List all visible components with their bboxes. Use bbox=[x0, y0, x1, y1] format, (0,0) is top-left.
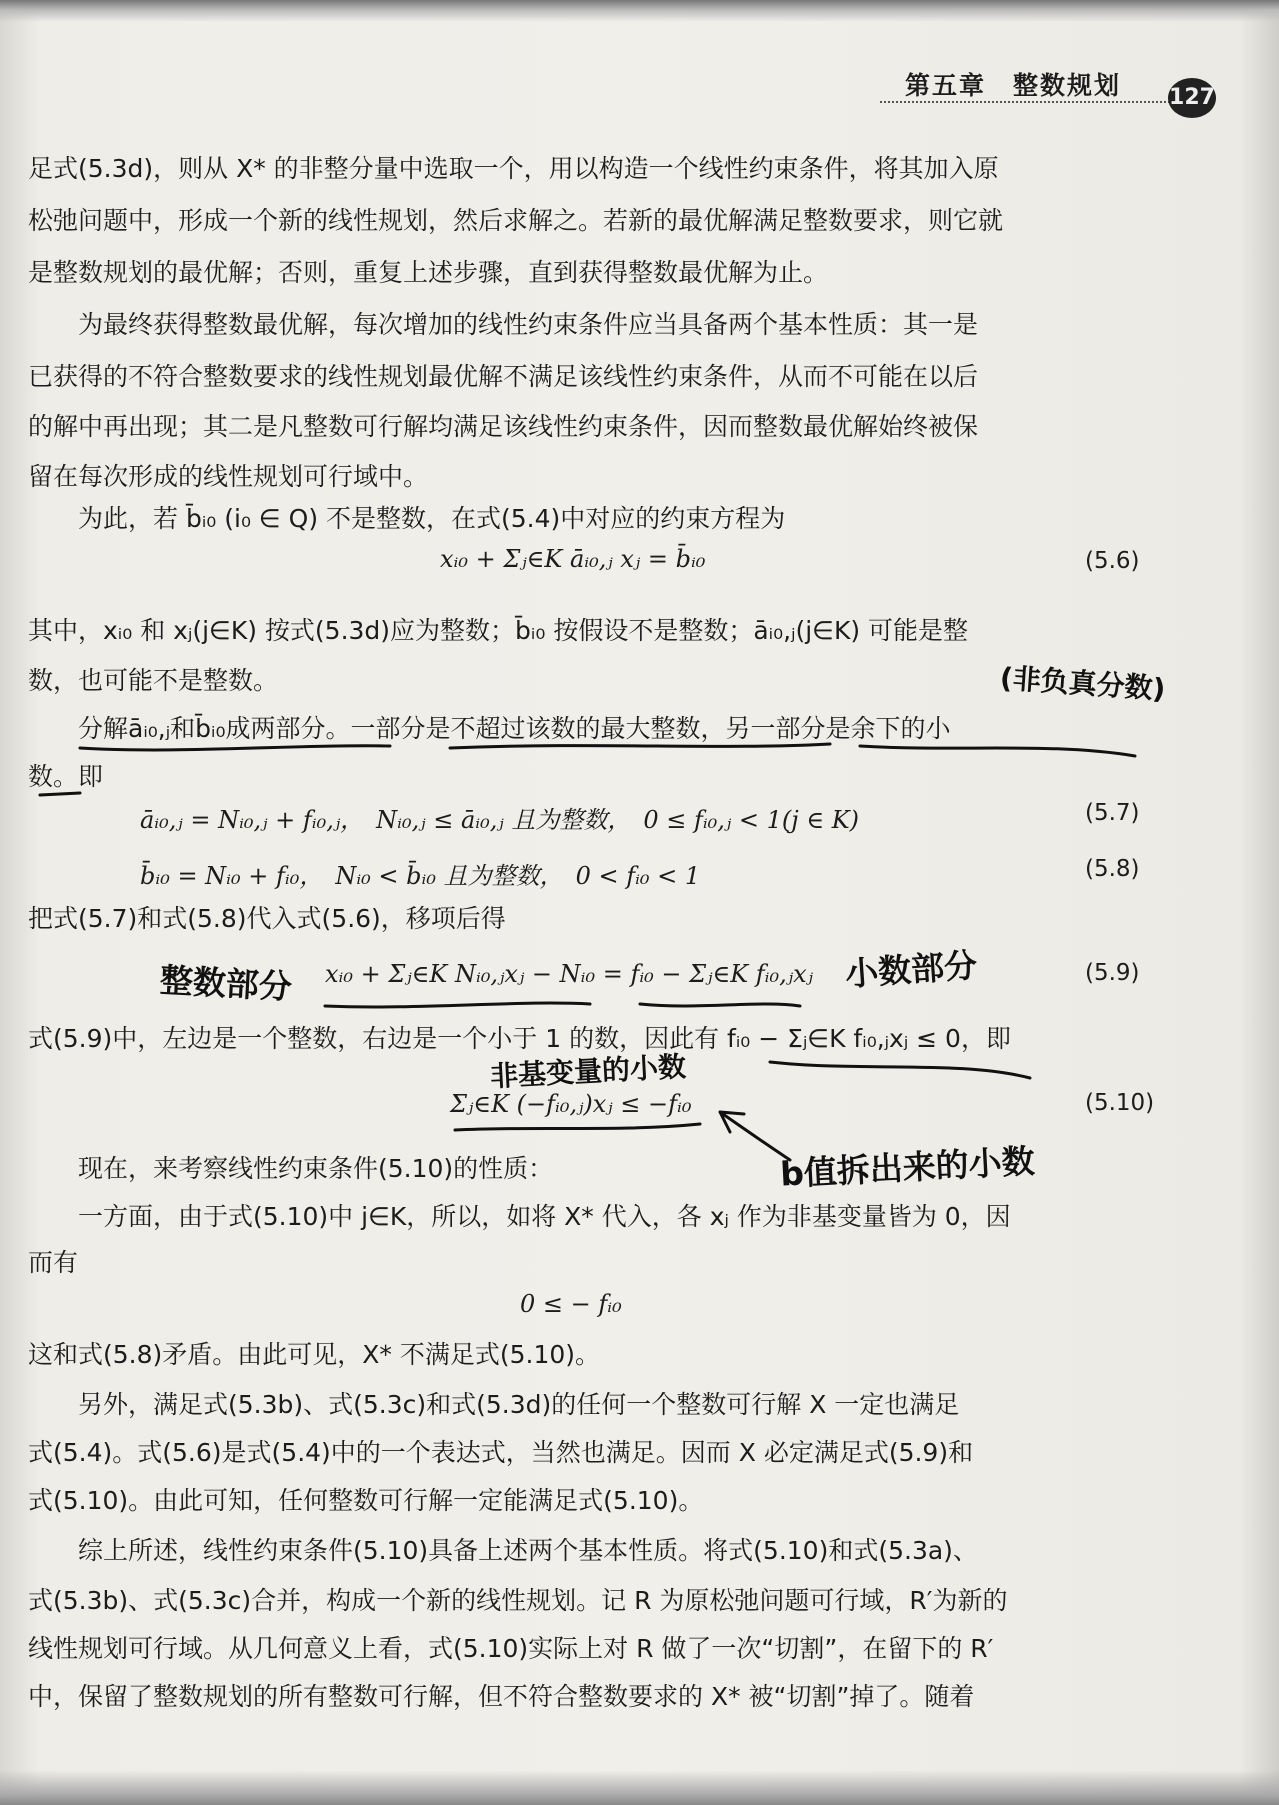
equation-number: (5.9) bbox=[1085, 960, 1140, 986]
paragraph-line: 而有 bbox=[28, 1248, 79, 1277]
equation-number: (5.7) bbox=[1085, 800, 1140, 826]
paragraph-line: 为此，若 b̄ᵢ₀ (i₀ ∈ Q) 不是整数，在式(5.4)中对应的约束方程为 bbox=[78, 504, 786, 533]
equation-number: (5.6) bbox=[1085, 548, 1140, 574]
paragraph-line: 已获得的不符合整数要求的线性规划最优解不满足该线性约束条件，从而不可能在以后 bbox=[28, 362, 979, 391]
paragraph-line: 现在，来考察线性约束条件(5.10)的性质： bbox=[78, 1154, 554, 1183]
paragraph-line: 线性规划可行域。从几何意义上看，式(5.10)实际上对 R 做了一次“切割”，在留下的 R′ bbox=[28, 1634, 994, 1663]
paragraph-line: 数。即 bbox=[28, 762, 104, 791]
equation-5-10: Σⱼ∈K (−fᵢ₀,ⱼ)xⱼ ≤ −fᵢ₀ bbox=[450, 1090, 692, 1118]
underline-eq59-left bbox=[325, 1003, 590, 1007]
paragraph-line: 把式(5.7)和式(5.8)代入式(5.6)，移项后得 bbox=[28, 904, 506, 933]
equation-number: (5.8) bbox=[1085, 856, 1140, 882]
paragraph-line: 一方面，由于式(5.10)中 j∈K，所以，如将 X* 代入，各 xⱼ 作为非基变量皆为 0，因 bbox=[78, 1202, 1011, 1231]
paragraph-line: 中，保留了整数规划的所有整数可行解，但不符合整数要求的 X* 被“切割”掉了。随着 bbox=[28, 1682, 975, 1711]
paragraph-line: 式(5.4)。式(5.6)是式(5.4)中的一个表达式，当然也满足。因而 X 必定满足式(5.9)和 bbox=[28, 1438, 974, 1467]
chapter-header: 第五章 整数规划 bbox=[905, 71, 1122, 100]
equation-5-6: xᵢ₀ + Σⱼ∈K āᵢ₀,ⱼ xⱼ = b̄ᵢ₀ bbox=[440, 545, 706, 573]
dash-line-start bbox=[40, 793, 80, 795]
handwritten-note-integer-part: 整数部分 bbox=[158, 960, 293, 1007]
equation-number: (5.10) bbox=[1085, 1090, 1155, 1116]
paragraph-line: 足式(5.3d)，则从 X* 的非整分量中选取一个，用以构造一个线性约束条件，将其加入原 bbox=[28, 154, 999, 183]
handwritten-note-fraction-part: 小数部分 bbox=[843, 945, 979, 994]
paragraph-line: 的解中再出现；其二是凡整数可行解均满足该线性约束条件，因而整数最优解始终被保 bbox=[28, 412, 979, 441]
handwritten-note-nonbasic-fraction: 非基变量的小数 bbox=[489, 1049, 687, 1094]
handwritten-note-nonneg-fraction: (非负真分数) bbox=[998, 661, 1167, 706]
paragraph-line: 式(5.3b)、式(5.3c)合并，构成一个新的线性规划。记 R 为原松弛问题可行域，R′为新的 bbox=[28, 1586, 1008, 1615]
underline-max-integer bbox=[450, 744, 830, 748]
paragraph-line: 为最终获得整数最优解，每次增加的线性约束条件应当具备两个基本性质：其一是 bbox=[78, 310, 979, 339]
underline-eq59-right bbox=[640, 1004, 800, 1006]
paragraph-line: 松弛问题中，形成一个新的线性规划，然后求解之。若新的最优解满足整数要求，则它就 bbox=[28, 206, 1004, 235]
scan-shadow-bottom bbox=[0, 1770, 1279, 1805]
equation-5-9: xᵢ₀ + Σⱼ∈K Nᵢ₀,ⱼxⱼ − Nᵢ₀ = fᵢ₀ − Σⱼ∈K fᵢ₀,ⱼxⱼ bbox=[325, 960, 813, 988]
paragraph-line: 式(5.10)。由此可知，任何整数可行解一定能满足式(5.10)。 bbox=[28, 1486, 704, 1515]
underline-eq510 bbox=[455, 1124, 700, 1130]
paragraph-line: 数，也可能不是整数。 bbox=[28, 666, 279, 695]
underline-decompose bbox=[80, 746, 390, 750]
equation-5-7: āᵢ₀,ⱼ = Nᵢ₀,ⱼ + fᵢ₀,ⱼ， Nᵢ₀,ⱼ ≤ āᵢ₀,ⱼ 且为整数， 0 ≤ fᵢ₀,ⱼ < 1(j ∈ K) bbox=[140, 806, 860, 834]
paragraph-line: 留在每次形成的线性规划可行域中。 bbox=[28, 462, 429, 491]
equation-5-8: b̄ᵢ₀ = Nᵢ₀ + fᵢ₀， Nᵢ₀ < b̄ᵢ₀ 且为整数， 0 < fᵢ₀ < 1 bbox=[140, 862, 701, 890]
underline-remainder bbox=[860, 746, 1135, 756]
underline-ineq bbox=[770, 1062, 1030, 1078]
handwritten-note-b-fraction: b值拆出来的小数 bbox=[779, 1141, 1036, 1194]
paragraph-line: 另外，满足式(5.3b)、式(5.3c)和式(5.3d)的任何一个整数可行解 X 一定也满足 bbox=[78, 1390, 960, 1419]
paragraph-line: 分解āᵢ₀,ⱼ和b̄ᵢ₀成两部分。一部分是不超过该数的最大整数，另一部分是余下的小 bbox=[78, 714, 951, 743]
page-number: 127 bbox=[1168, 78, 1216, 118]
paragraph-line: 这和式(5.8)矛盾。由此可见，X* 不满足式(5.10)。 bbox=[28, 1340, 601, 1369]
paragraph-line: 式(5.9)中，左边是一个整数，右边是一个小于 1 的数，因此有 fᵢ₀ − Σⱼ∈K fᵢ₀,ⱼxⱼ ≤ 0，即 bbox=[28, 1024, 1011, 1053]
paragraph-line: 是整数规划的最优解；否则，重复上述步骤，直到获得整数最优解为止。 bbox=[28, 258, 829, 287]
arrow-to-fi0 bbox=[720, 1112, 790, 1160]
inequality-zero: 0 ≤ − fᵢ₀ bbox=[520, 1290, 622, 1318]
paragraph-line: 综上所述，线性约束条件(5.10)具备上述两个基本性质。将式(5.10)和式(5.3a)、 bbox=[78, 1536, 978, 1565]
paragraph-line: 其中，xᵢ₀ 和 xⱼ(j∈K) 按式(5.3d)应为整数；b̄ᵢ₀ 按假设不是整数；āᵢ₀,ⱼ(j∈K) 可能是整 bbox=[28, 616, 969, 645]
